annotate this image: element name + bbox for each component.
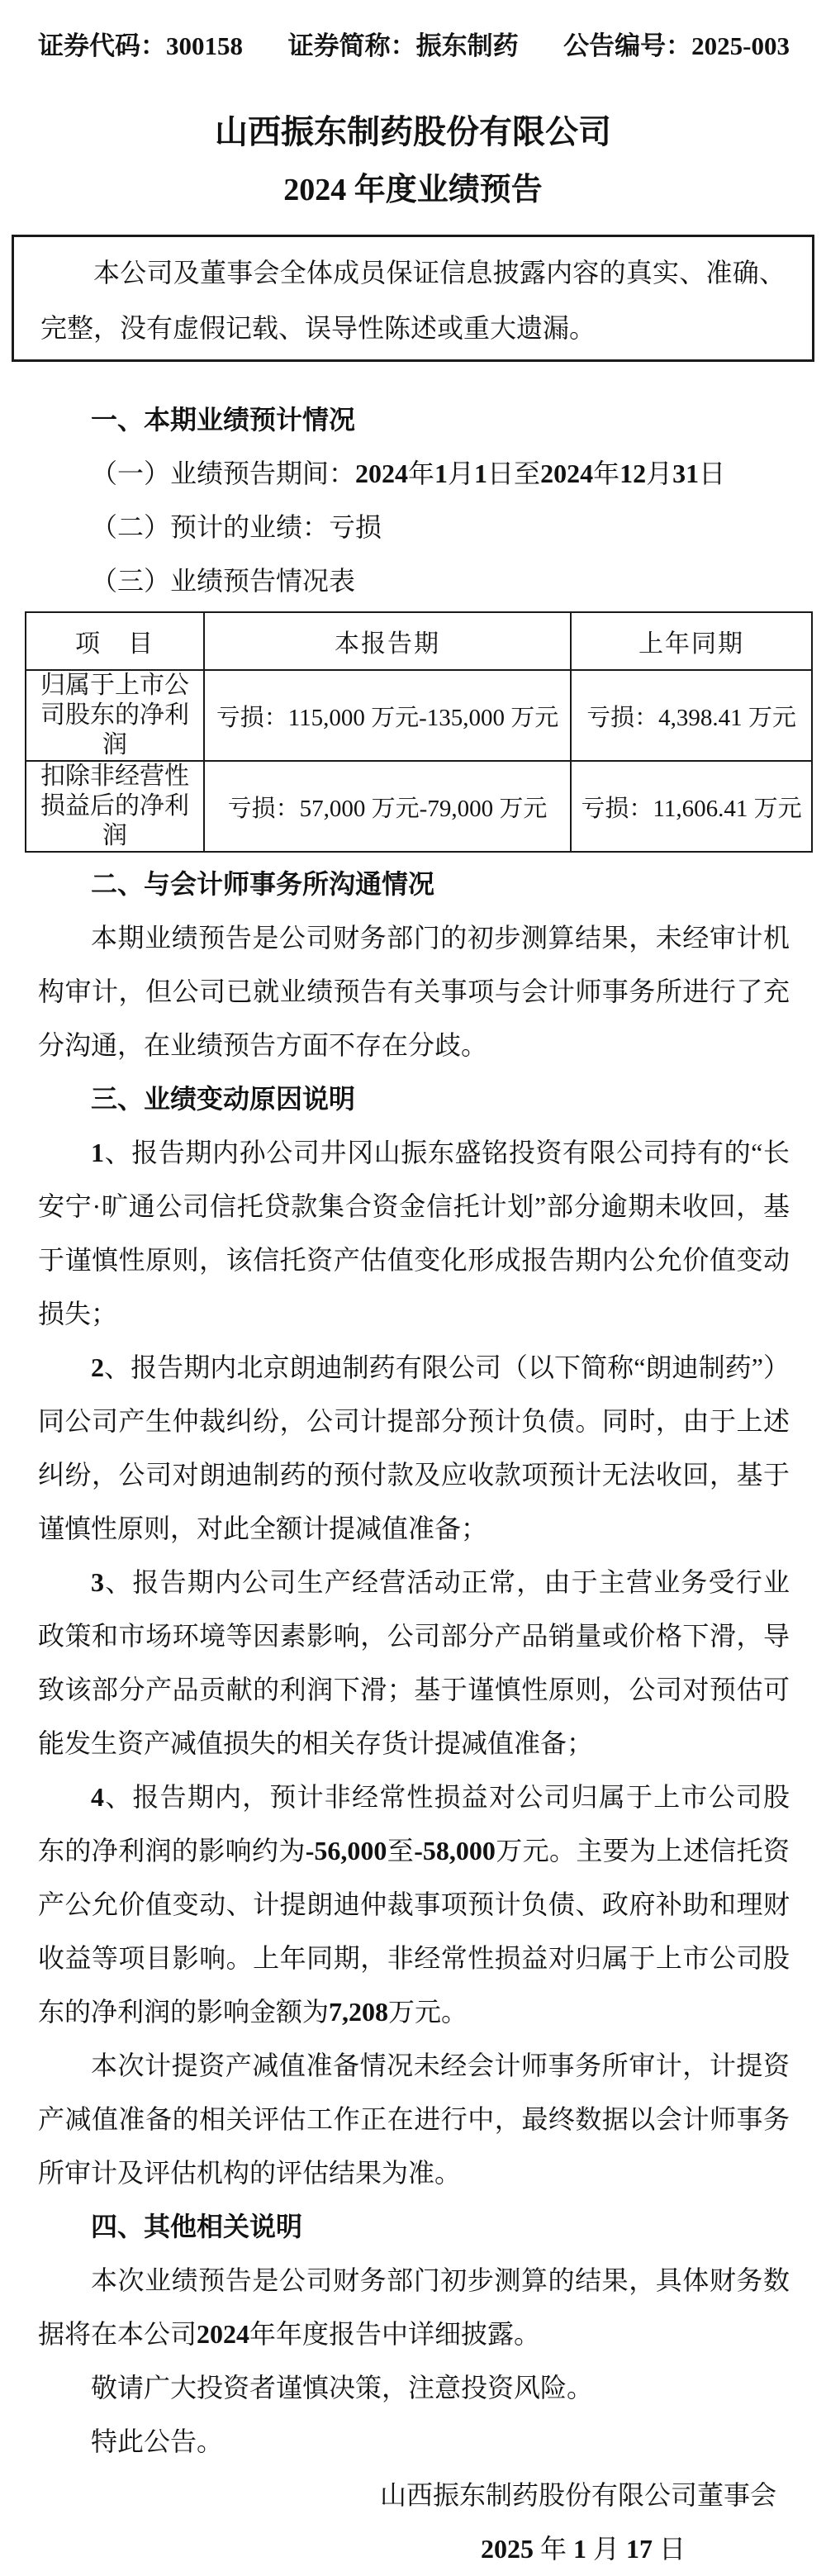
section-2-heading: 二、与会计师事务所沟通情况 bbox=[91, 869, 435, 899]
table-header-prior-period: 上年同期 bbox=[571, 612, 812, 670]
section-1-heading: 一、本期业绩预计情况 bbox=[91, 405, 356, 435]
audit-communication-paragraph: 本期业绩预告是公司财务部门的初步测算结果，未经审计机构审计，但公司已就业绩预告有关事项与会计师事务所进行了充分沟通，在业绩预告方面不存在分歧。 bbox=[38, 923, 790, 1060]
forecast-result: （二）预计的业绩：亏损 bbox=[91, 512, 382, 542]
deducted-profit-prior: 亏损：11,606.41 万元 bbox=[571, 761, 812, 852]
announcement-closing: 特此公告。 bbox=[91, 2426, 224, 2456]
table-header-current-period: 本报告期 bbox=[204, 612, 571, 670]
stock-code: 证券代码：300158 bbox=[38, 31, 243, 60]
section-4-heading: 四、其他相关说明 bbox=[91, 2212, 303, 2241]
net-profit-current: 亏损：115,000 万元-135,000 万元 bbox=[204, 670, 571, 761]
risk-warning: 敬请广大投资者谨慎决策，注意投资风险。 bbox=[91, 2373, 594, 2403]
announcement-number: 公告编号：2025-003 bbox=[563, 31, 790, 60]
board-signature: 山西振东制药股份有限公司董事会 bbox=[379, 2480, 776, 2510]
reason-3-sales-decline: 3、报告期内公司生产经营活动正常，由于主营业务受行业政策和市场环境等因素影响，公司部分产品销量或价格下滑，导致该部分产品贡献的利润下滑；基于谨慎性原则，公司对预估可能发生资产减值损失的相关存货计提减值准备； bbox=[38, 1567, 790, 1758]
document-body bbox=[0, 393, 826, 2576]
stock-name: 证券简称：振东制药 bbox=[287, 31, 519, 60]
reason-1-trust-loss: 1、报告期内孙公司井冈山振东盛铭投资有限公司持有的“长安宁·旷通公司信托贷款集合资金信托计划”部分逾期未收回，基于谨慎性原则，该信托资产估值变化形成报告期内公允价值变动损失； bbox=[38, 1138, 790, 1328]
section-3-heading: 三、业绩变动原因说明 bbox=[91, 1084, 356, 1114]
announcement-document bbox=[0, 30, 826, 2564]
announcement-date: 2025 年 1 月 17 日 bbox=[480, 2534, 686, 2564]
net-profit-row bbox=[26, 670, 812, 761]
forecast-table-label: （三）业绩预告情况表 bbox=[91, 566, 356, 596]
reason-2-arbitration: 2、报告期内北京朗迪制药有限公司（以下简称“朗迪制药”）同公司产生仲裁纠纷，公司计提部分预计负债。同时，由于上述纠纷，公司对朗迪制药的预付款及应收款项预计无法收回，基于谨慎性原则，对此全额计提减值准备； bbox=[38, 1352, 790, 1543]
reason-4-nonrecurring-impact: 4、报告期内，预计非经常性损益对公司归属于上市公司股东的净利润的影响约为-56,000至-58,000万元。主要为上述信托资产公允价值变动、计提朗迪仲裁事项预计负债、政府补助和理财收益等项目影响。上年同期，非经常性损益对归属于上市公司股东的净利润的影响金额为7,208万元。 bbox=[38, 1782, 790, 2027]
forecast-period: （一）业绩预告期间：2024年1月1日至2024年12月31日 bbox=[91, 459, 726, 488]
net-profit-label: 归属于上市公司股东的净利润 bbox=[26, 670, 204, 761]
report-title: 2024 年度业绩预告 bbox=[283, 173, 543, 207]
impairment-audit-note: 本次计提资产减值准备情况未经会计师事务所审计，计提资产减值准备的相关评估工作正在进行中，最终数据以会计师事务所审计及评估机构的评估结果为准。 bbox=[38, 2051, 790, 2188]
deducted-profit-current: 亏损：57,000 万元-79,000 万元 bbox=[204, 761, 571, 852]
table-header-row bbox=[26, 612, 812, 670]
doc-header bbox=[38, 30, 790, 63]
disclaimer-box bbox=[12, 235, 814, 362]
company-title: 山西振东制药股份有限公司 bbox=[215, 113, 611, 150]
other-note: 本次业绩预告是公司财务部门初步测算的结果，具体财务数据将在本公司2024年年度报告中详细披露。 bbox=[38, 2265, 790, 2349]
net-profit-prior: 亏损：4,398.41 万元 bbox=[571, 670, 812, 761]
performance-forecast-table bbox=[25, 611, 813, 853]
disclaimer-text: 本公司及董事会全体成员保证信息披露内容的真实、准确、完整，没有虚假记载、误导性陈述或重大遗漏。 bbox=[40, 258, 786, 343]
deducted-profit-label: 扣除非经营性损益后的净利润 bbox=[26, 761, 204, 852]
table-header-item: 项 目 bbox=[26, 612, 204, 670]
deducted-profit-row bbox=[26, 761, 812, 852]
